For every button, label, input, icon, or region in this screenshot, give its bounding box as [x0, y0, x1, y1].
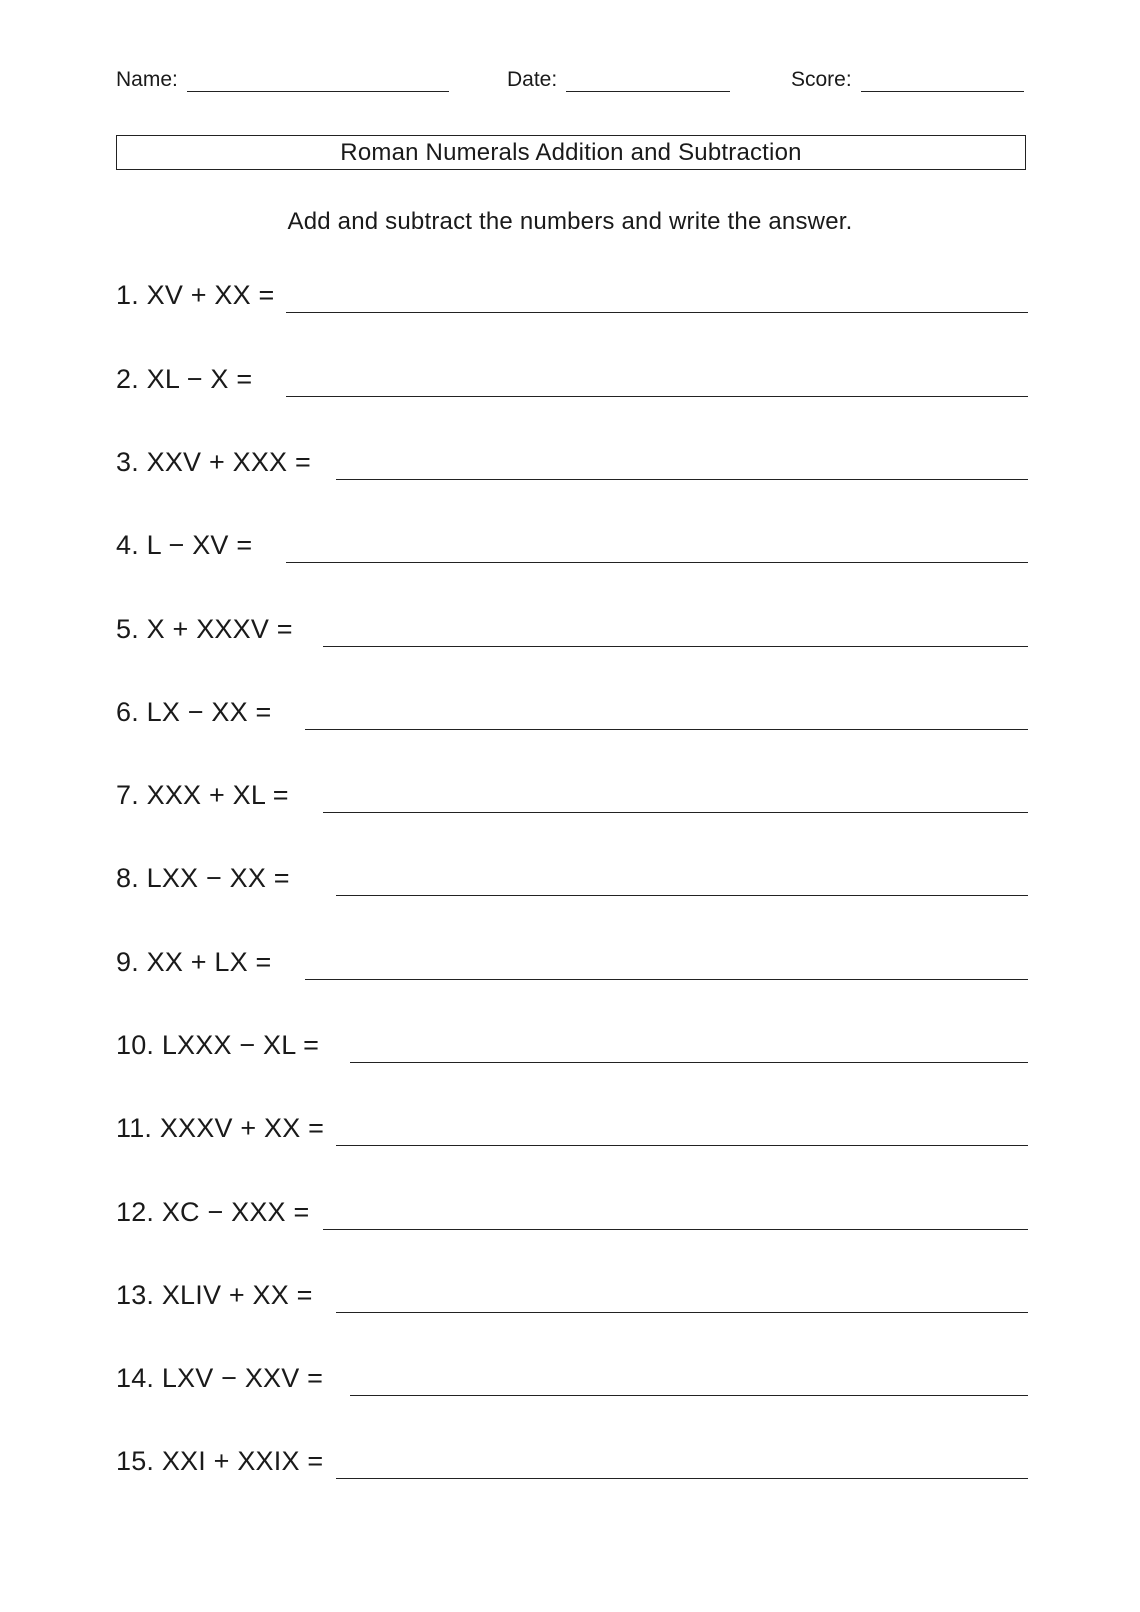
- problem-text: 12. XC − XXX =: [116, 1197, 310, 1227]
- problem-text: 14. LXV − XXV =: [116, 1363, 324, 1393]
- answer-line[interactable]: [286, 552, 1028, 563]
- answer-line[interactable]: [336, 885, 1028, 896]
- problem-text: 8. LXX − XX =: [116, 863, 290, 893]
- problem-row: [116, 530, 1028, 570]
- problem-text: 13. XLIV + XX =: [116, 1280, 313, 1310]
- score-label: Score:: [791, 68, 852, 91]
- answer-line[interactable]: [336, 1302, 1028, 1313]
- date-answer-line[interactable]: [566, 71, 730, 92]
- problem-row: [116, 447, 1028, 487]
- answer-line[interactable]: [286, 302, 1028, 313]
- header-row: [116, 64, 1028, 94]
- answer-line[interactable]: [305, 969, 1028, 980]
- problem-row: [116, 1363, 1028, 1403]
- name-field[interactable]: [116, 64, 449, 92]
- problem-text: 1. XV + XX =: [116, 280, 275, 310]
- problem-row: [116, 364, 1028, 404]
- problem-row: [116, 280, 1028, 320]
- problem-text: 2. XL − X =: [116, 364, 253, 394]
- answer-line[interactable]: [336, 469, 1028, 480]
- name-answer-line[interactable]: [187, 71, 449, 92]
- answer-line[interactable]: [323, 636, 1028, 647]
- answer-line[interactable]: [336, 1135, 1028, 1146]
- problem-text: 9. XX + LX =: [116, 947, 272, 977]
- answer-line[interactable]: [286, 386, 1028, 397]
- problem-text: 10. LXXX − XL =: [116, 1030, 320, 1060]
- answer-line[interactable]: [350, 1385, 1028, 1396]
- problem-row: [116, 1030, 1028, 1070]
- score-answer-line[interactable]: [861, 71, 1024, 92]
- problem-row: [116, 1197, 1028, 1237]
- problem-text: 4. L − XV =: [116, 530, 253, 560]
- problem-text: 7. XXX + XL =: [116, 780, 289, 810]
- problem-row: [116, 1113, 1028, 1153]
- problem-text: 3. XXV + XXX =: [116, 447, 311, 477]
- problem-row: [116, 1280, 1028, 1320]
- answer-line[interactable]: [336, 1468, 1028, 1479]
- worksheet-title: Roman Numerals Addition and Subtraction: [116, 135, 1026, 170]
- answer-line[interactable]: [305, 719, 1028, 730]
- problem-text: 11. XXXV + XX =: [116, 1113, 325, 1143]
- date-field[interactable]: [507, 64, 730, 92]
- answer-line[interactable]: [323, 802, 1028, 813]
- problem-row: [116, 1446, 1028, 1486]
- problem-text: 6. LX − XX =: [116, 697, 272, 727]
- score-field[interactable]: [791, 64, 1024, 92]
- name-label: Name:: [116, 68, 178, 91]
- problem-row: [116, 697, 1028, 737]
- problem-row: [116, 780, 1028, 820]
- problem-row: [116, 947, 1028, 987]
- date-label: Date:: [507, 68, 558, 91]
- problem-text: 15. XXI + XXIX =: [116, 1446, 324, 1476]
- problem-text: 5. X + XXXV =: [116, 614, 293, 644]
- answer-line[interactable]: [323, 1219, 1028, 1230]
- problem-row: [116, 863, 1028, 903]
- problem-row: [116, 614, 1028, 654]
- instructions: Add and subtract the numbers and write the answer.: [287, 208, 853, 235]
- answer-line[interactable]: [350, 1052, 1028, 1063]
